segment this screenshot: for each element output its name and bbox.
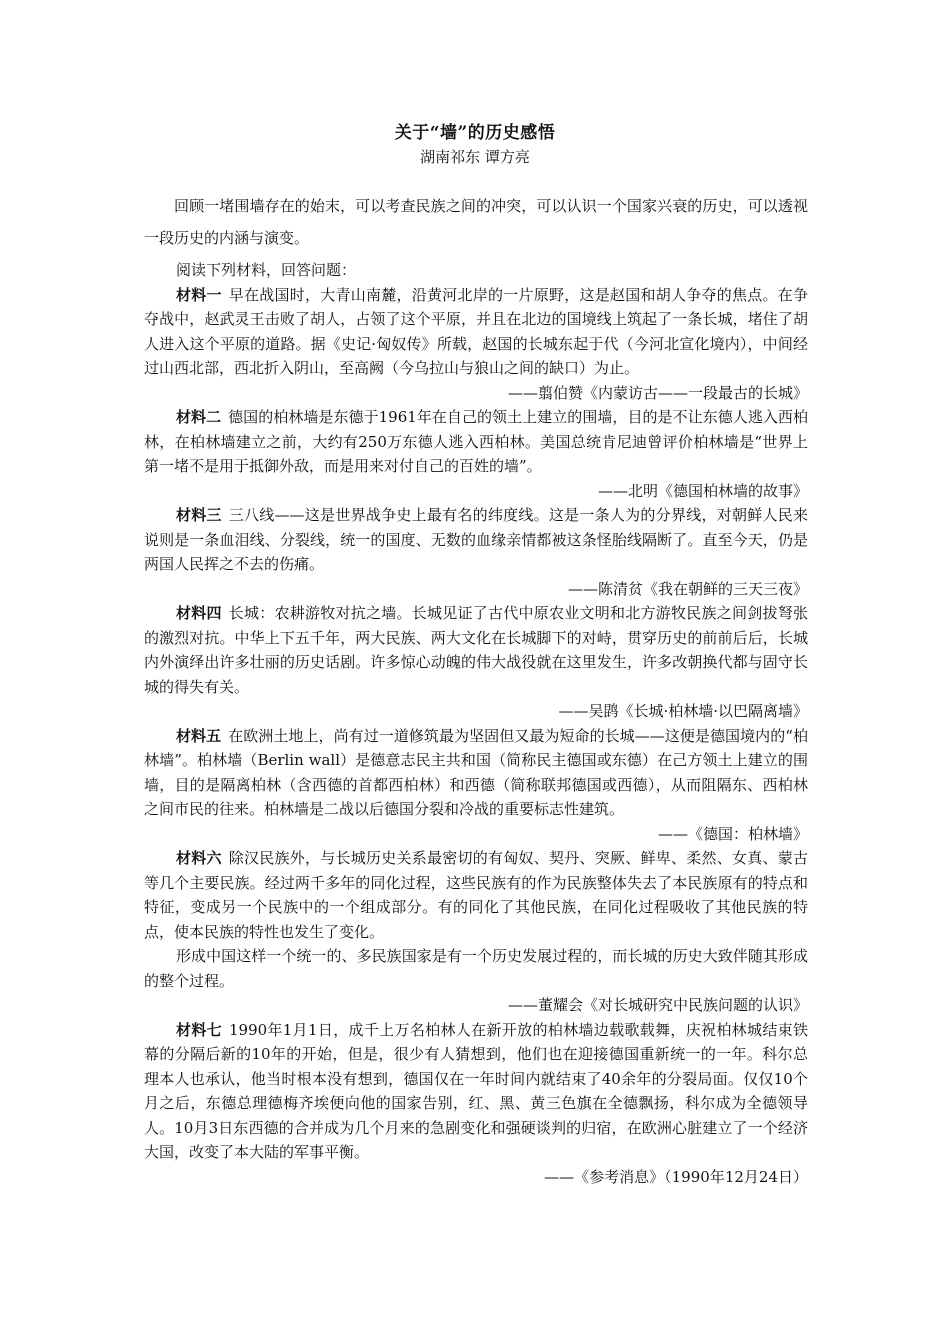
material-source: ——吴鹍《长城·柏林墙·以巴隔离墙》 <box>558 702 808 720</box>
material-text: 在欧洲土地上，尚有过一道修筑最为坚固但又最为短命的长城——这便是德国境内的“柏林墙”。柏林墙（Berlin wall）是德意志民主共和国（简称民主德国或东德）在己方领土上建立的围墙，目的是隔离柏林（含西德的首都西柏林）和西德（简称联邦德国或西德），从而阻隔东、西柏林之间市民的往来。柏林墙是二战以后德国分裂和冷战的重要标志性建筑。 <box>144 726 808 818</box>
material-source: ——北明《德国柏林墙的故事》 <box>597 481 808 500</box>
material-label: 材料一 <box>176 285 222 304</box>
material-label: 材料三 <box>176 506 222 524</box>
intro-paragraph: 回顾一堵围墙存在的始末，可以考查民族之间的冲突，可以认识一个国家兴衰的历史，可以透视一段历史的内涵与演变。 <box>144 197 808 247</box>
material-source: ——翦伯赞《内蒙访古——一段最古的长城》 <box>507 383 808 402</box>
material-text: 三八线——这是世界战争史上最有名的纬度线。这是一条人为的分界线，对朝鲜人民来说则是一条血泪线、分裂线，统一的国度、无数的血缘亲情都被这条怪胎线隔断了。直至今天，仍是两国人民挥之不去的伤痛。 <box>144 506 808 573</box>
material-6 <box>144 846 808 944</box>
material-text: 除汉民族外，与长城历史关系最密切的有匈奴、契丹、突厥、鲜卑、柔然、女真、蒙古等几个主要民族。经过两千多年的同化过程，这些民族有的作为民族整体失去了本民族原有的特点和特征，变成另一个民族中的一个组成部分。有的同化了其他民族，在同化过程吸收了其他民族的特点，使本民族的特性也发生了变化。 <box>144 849 808 941</box>
page-title: 关于“墙”的历史感悟 <box>394 123 556 143</box>
material-text: 德国的柏林墙是东德于1961年在自己的领土上建立的围墙，目的是不让东德人逃入西柏林，在柏林墙建立之前，大约有250万东德人逃入西柏林。美国总统肯尼迪曾评价柏林墙是“世界上第一堵不是用于抵御外敌，而是用来对付自己的百姓的墙”。 <box>144 408 808 475</box>
material-5 <box>144 724 808 822</box>
material-label: 材料二 <box>176 408 222 426</box>
material-label: 材料七 <box>176 1020 222 1039</box>
material-text: 长城：农耕游牧对抗之墙。长城见证了古代中原农业文明和北方游牧民族之间剑拔弩张的激烈对抗。中华上下五千年，两大民族、两大文化在长城脚下的对峙，贯穿历史的前前后后，长城内外演绎出许多壮丽的历史话剧。许多惊心动魄的伟大战役就在这里发生，许多改朝换代都与固守长城的得失有关。 <box>144 604 808 696</box>
document-body <box>144 258 808 1189</box>
material-7 <box>144 1018 808 1165</box>
material-source: ——《参考消息》（1990年12月24日） <box>544 1167 808 1186</box>
author-line: 湖南祁东 谭方亮 <box>420 148 530 166</box>
material-2 <box>144 405 808 479</box>
material-source: ——陈清贫《我在朝鲜的三天三夜》 <box>567 579 808 598</box>
material-4 <box>144 601 808 699</box>
material-label: 材料五 <box>176 726 222 745</box>
material-text: 1990年1月1日，成千上万名柏林人在新开放的柏林墙边载歌载舞，庆祝柏林城结束铁幕的分隔后新的10年的开始，但是，很少有人猜想到，他们也在迎接德国重新统一的一年。科尔总理本人也承认，他当时根本没有想到，德国仅在一年时间内就结束了40余年的分裂局面。仅仅10个月之后，东德总理德梅齐埃便向他的国家告别，红、黑、黄三色旗在全德飘扬，科尔成为全德领导人。10月3日东西德的合并成为几个月来的急剧变化和强硬谈判的归宿，在欧洲心脏建立了一个经济大国，改变了本大陆的军事平衡。 <box>144 1020 808 1161</box>
material-text: 早在战国时，大青山南麓，沿黄河北岸的一片原野，这是赵国和胡人争夺的焦点。在争夺战中，赵武灵王击败了胡人，占领了这个平原，并且在北边的国境线上筑起了一条长城，堵住了胡人进入这个平原的道路。据《史记·匈奴传》所载，赵国的长城东起于代（今河北宣化境内），中间经过山西北部，西北折入阴山，至高阙（今乌拉山与狼山之间的缺口）为止。 <box>144 285 808 377</box>
material-3 <box>144 503 808 577</box>
reading-prompt: 阅读下列材料，回答问题： <box>176 261 357 279</box>
material-source: ——董耀会《对长城研究中民族问题的认识》 <box>507 996 808 1014</box>
material-1 <box>144 283 808 381</box>
material-source: ——《德国：柏林墙》 <box>657 824 808 843</box>
material-label: 材料四 <box>176 604 222 622</box>
material-6-extra: 形成中国这样一个统一的、多民族国家是有一个历史发展过程的，而长城的历史大致伴随其形成的整个过程。 <box>144 947 808 990</box>
material-label: 材料六 <box>176 849 222 867</box>
